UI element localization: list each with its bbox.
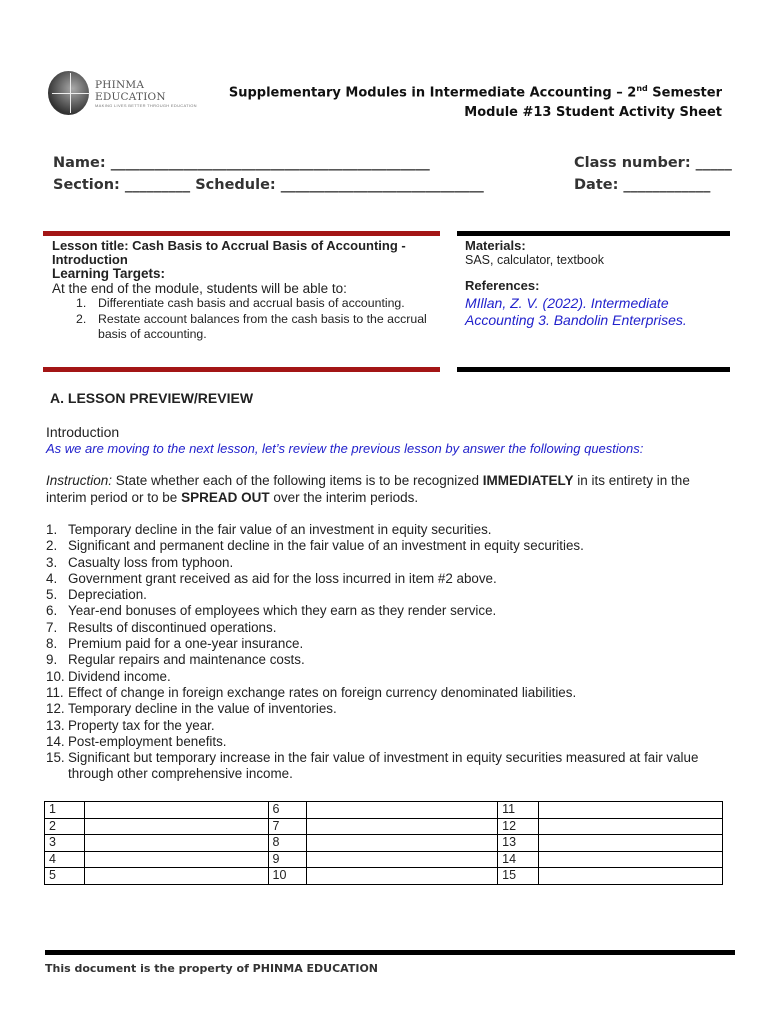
target-item: 1. Differentiate cash basis and accrual basis of accounting. — [76, 296, 405, 310]
divider — [43, 367, 440, 372]
footer-text: This document is the property of PHINMA EDUCATION — [45, 962, 378, 975]
phinma-logo — [48, 72, 210, 114]
document-title: Supplementary Modules in Intermediate Accounting – 2nd Semester — [228, 84, 722, 101]
item-number-cell: 14 — [498, 851, 539, 868]
answer-cell[interactable] — [539, 851, 723, 868]
question-item: 2. Significant and permanent decline in the fair value of an investment in equity securities. — [46, 538, 584, 554]
question-item: 9. Regular repairs and maintenance costs. — [46, 652, 305, 668]
item-number-cell: 4 — [45, 851, 85, 868]
answer-cell[interactable] — [539, 802, 723, 819]
materials-value: SAS, calculator, textbook — [465, 253, 604, 267]
answer-cell[interactable] — [306, 818, 498, 835]
answer-cell[interactable] — [306, 835, 498, 852]
logo-tagline: MAKING LIVES BETTER THROUGH EDUCATION — [95, 102, 197, 108]
answer-cell[interactable] — [306, 868, 498, 885]
logo-globe-icon — [48, 71, 89, 115]
table-row — [45, 835, 723, 852]
lesson-title: Lesson title: Cash Basis to Accrual Basis of Accounting - — [52, 238, 406, 253]
logo-name: PHINMA EDUCATION — [95, 78, 166, 103]
document-subtitle: Module #13 Student Activity Sheet — [464, 105, 722, 120]
question-item: 1. Temporary decline in the fair value of an investment in equity securities. — [46, 522, 492, 537]
question-item: 3. Casualty loss from typhoon. — [46, 554, 234, 570]
divider — [457, 367, 730, 372]
answer-cell[interactable] — [539, 835, 723, 852]
class-number-field[interactable]: Class number: _____ — [574, 155, 732, 171]
question-item: 8. Premium paid for a one-year insurance. — [46, 636, 304, 652]
materials-box — [465, 239, 730, 329]
item-number-cell: 1 — [45, 802, 85, 819]
item-number-cell: 12 — [498, 818, 539, 835]
references-label: References: — [465, 278, 540, 293]
question-item: 5. Depreciation. — [46, 587, 147, 603]
item-number-cell: 10 — [268, 868, 306, 885]
item-number-cell: 9 — [268, 851, 306, 868]
lesson-title-cont: Introduction — [52, 252, 128, 267]
section-schedule-field[interactable]: Section: _________ Schedule: ____________________________ — [53, 177, 484, 193]
name-field[interactable]: Name: ____________________________________________ — [53, 155, 430, 171]
question-item: 11. Effect of change in foreign exchange rates on foreign currency denominated liabilities. — [46, 684, 577, 700]
table-row — [45, 868, 723, 885]
item-number-cell: 3 — [45, 835, 85, 852]
divider — [457, 231, 730, 236]
lesson-box — [52, 239, 437, 343]
answer-cell[interactable] — [306, 851, 498, 868]
answer-cell[interactable] — [84, 802, 268, 819]
answer-cell[interactable] — [306, 802, 498, 819]
question-list — [46, 522, 736, 783]
introduction-label: Introduction — [46, 424, 120, 440]
answer-table — [44, 801, 723, 885]
answer-cell[interactable] — [84, 851, 268, 868]
answer-cell[interactable] — [84, 868, 268, 885]
item-number-cell: 7 — [268, 818, 306, 835]
materials-label: Materials: — [465, 238, 526, 253]
section-heading: A. LESSON PREVIEW/REVIEW — [50, 390, 254, 406]
target-item: 2. Restate account balances from the cash basis to the accrual basis of accounting. — [76, 311, 427, 341]
question-item: 4. Government grant received as aid for the loss incurred in item #2 above. — [46, 570, 497, 586]
table-row — [45, 851, 723, 868]
item-number-cell: 11 — [498, 802, 539, 819]
question-item: 10. Dividend income. — [46, 668, 171, 684]
question-item: 13. Property tax for the year. — [46, 717, 215, 733]
item-number-cell: 8 — [268, 835, 306, 852]
references-value: MIllan, Z. V. (2022). Intermediate Accounting 3. Bandolin Enterprises. — [465, 295, 687, 328]
item-number-cell: 15 — [498, 868, 539, 885]
table-row — [45, 802, 723, 819]
item-number-cell: 5 — [45, 868, 85, 885]
divider — [43, 231, 440, 236]
date-field[interactable]: Date: ____________ — [574, 177, 711, 193]
item-number-cell: 6 — [268, 802, 306, 819]
answer-cell[interactable] — [539, 818, 723, 835]
answer-cell[interactable] — [84, 835, 268, 852]
question-item: 7. Results of discontinued operations. — [46, 619, 277, 635]
instruction: Instruction: State whether each of the following items is to be recognized IMMEDIATELY in its entirety in the interim period or to be SPREAD OUT over the interim periods. — [46, 473, 690, 505]
footer-divider — [45, 950, 735, 955]
item-number-cell: 13 — [498, 835, 539, 852]
answer-cell[interactable] — [84, 818, 268, 835]
question-item: 15. Significant but temporary increase in the fair value of investment in equity securities measured at fair value through other comprehensive income. — [46, 750, 699, 782]
introduction-text: As we are moving to the next lesson, let’s review the previous lesson by answer the following questions: — [46, 441, 644, 456]
question-item: 14. Post-employment benefits. — [46, 733, 227, 749]
learning-targets-label: Learning Targets: — [52, 266, 166, 281]
table-row — [45, 818, 723, 835]
item-number-cell: 2 — [45, 818, 85, 835]
question-item: 6. Year-end bonuses of employees which they earn as they render service. — [46, 603, 497, 619]
targets-intro: At the end of the module, students will be able to: — [52, 281, 347, 296]
question-item: 12. Temporary decline in the value of inventories. — [46, 701, 337, 717]
answer-cell[interactable] — [539, 868, 723, 885]
